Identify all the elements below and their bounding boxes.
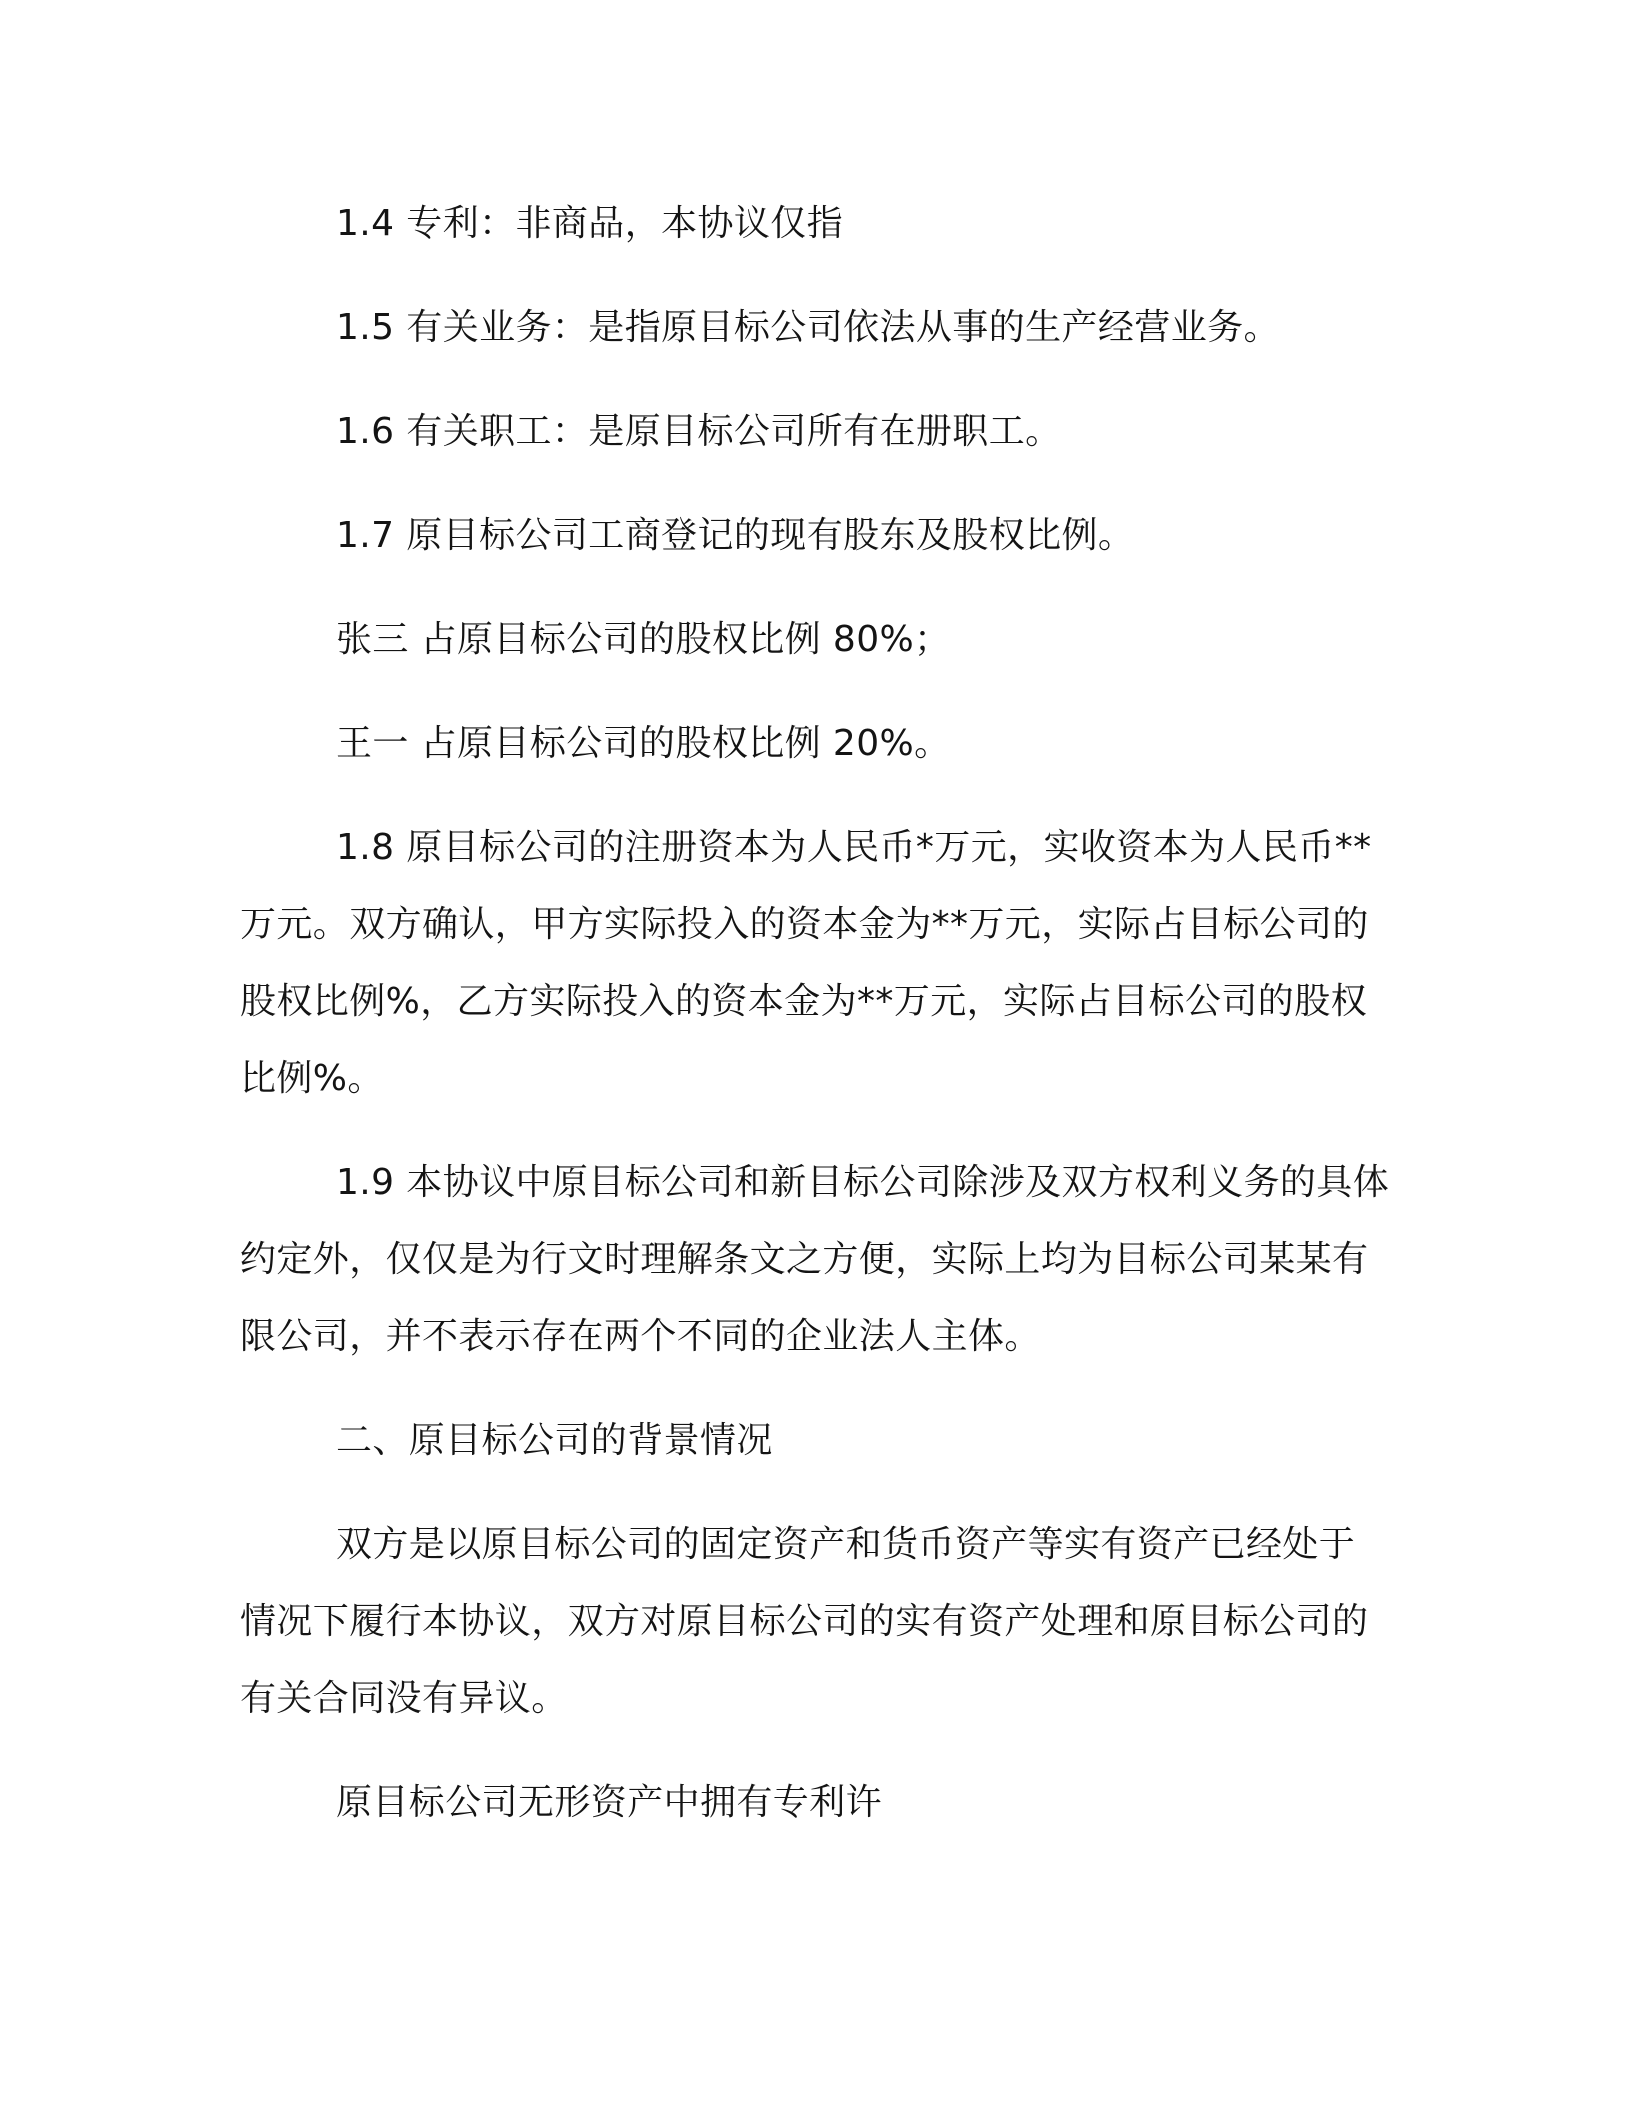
paragraph-assets: 双方是以原目标公司的固定资产和货币资产等实有资产已经处于情况下履行本协议，双方对原目标公司的实有资产处理和原目标公司的有关合同没有异议。	[240, 1524, 1369, 1719]
paragraph-intangible-assets: 原目标公司无形资产中拥有专利许	[336, 1782, 883, 1823]
paragraph-1-6-employees: 1.6 有关职工：是原目标公司所有在册职工。	[336, 411, 1062, 452]
paragraph-1-5-business: 1.5 有关业务：是指原目标公司依法从事的生产经营业务。	[336, 307, 1280, 348]
paragraph-shareholder-zhangsan: 张三 占原目标公司的股权比例 80%；	[336, 619, 951, 660]
paragraph-1-8-capital: 1.8 原目标公司的注册资本为人民币*万元，实收资本为人民币**万元。双方确认，甲方实际投入的资本金为**万元，实际占目标公司的股权比例%，乙方实际投入的资本金为**万元，实际占目标公司的股权比例%。	[240, 827, 1372, 1099]
paragraph-shareholder-wangyi: 王一 占原目标公司的股权比例 20%。	[336, 723, 951, 764]
paragraph-1-9-definition: 1.9 本协议中原目标公司和新目标公司除涉及双方权利义务的具体约定外，仅仅是为行文时理解条文之方便，实际上均为目标公司某某有限公司，并不表示存在两个不同的企业法人主体。	[240, 1162, 1390, 1357]
document-body	[240, 185, 1390, 1868]
paragraph-1-4-patent: 1.4 专利：非商品，本协议仅指	[336, 203, 844, 244]
section-heading-background: 二、原目标公司的背景情况	[336, 1420, 773, 1461]
paragraph-1-7-shareholders: 1.7 原目标公司工商登记的现有股东及股权比例。	[336, 515, 1135, 556]
